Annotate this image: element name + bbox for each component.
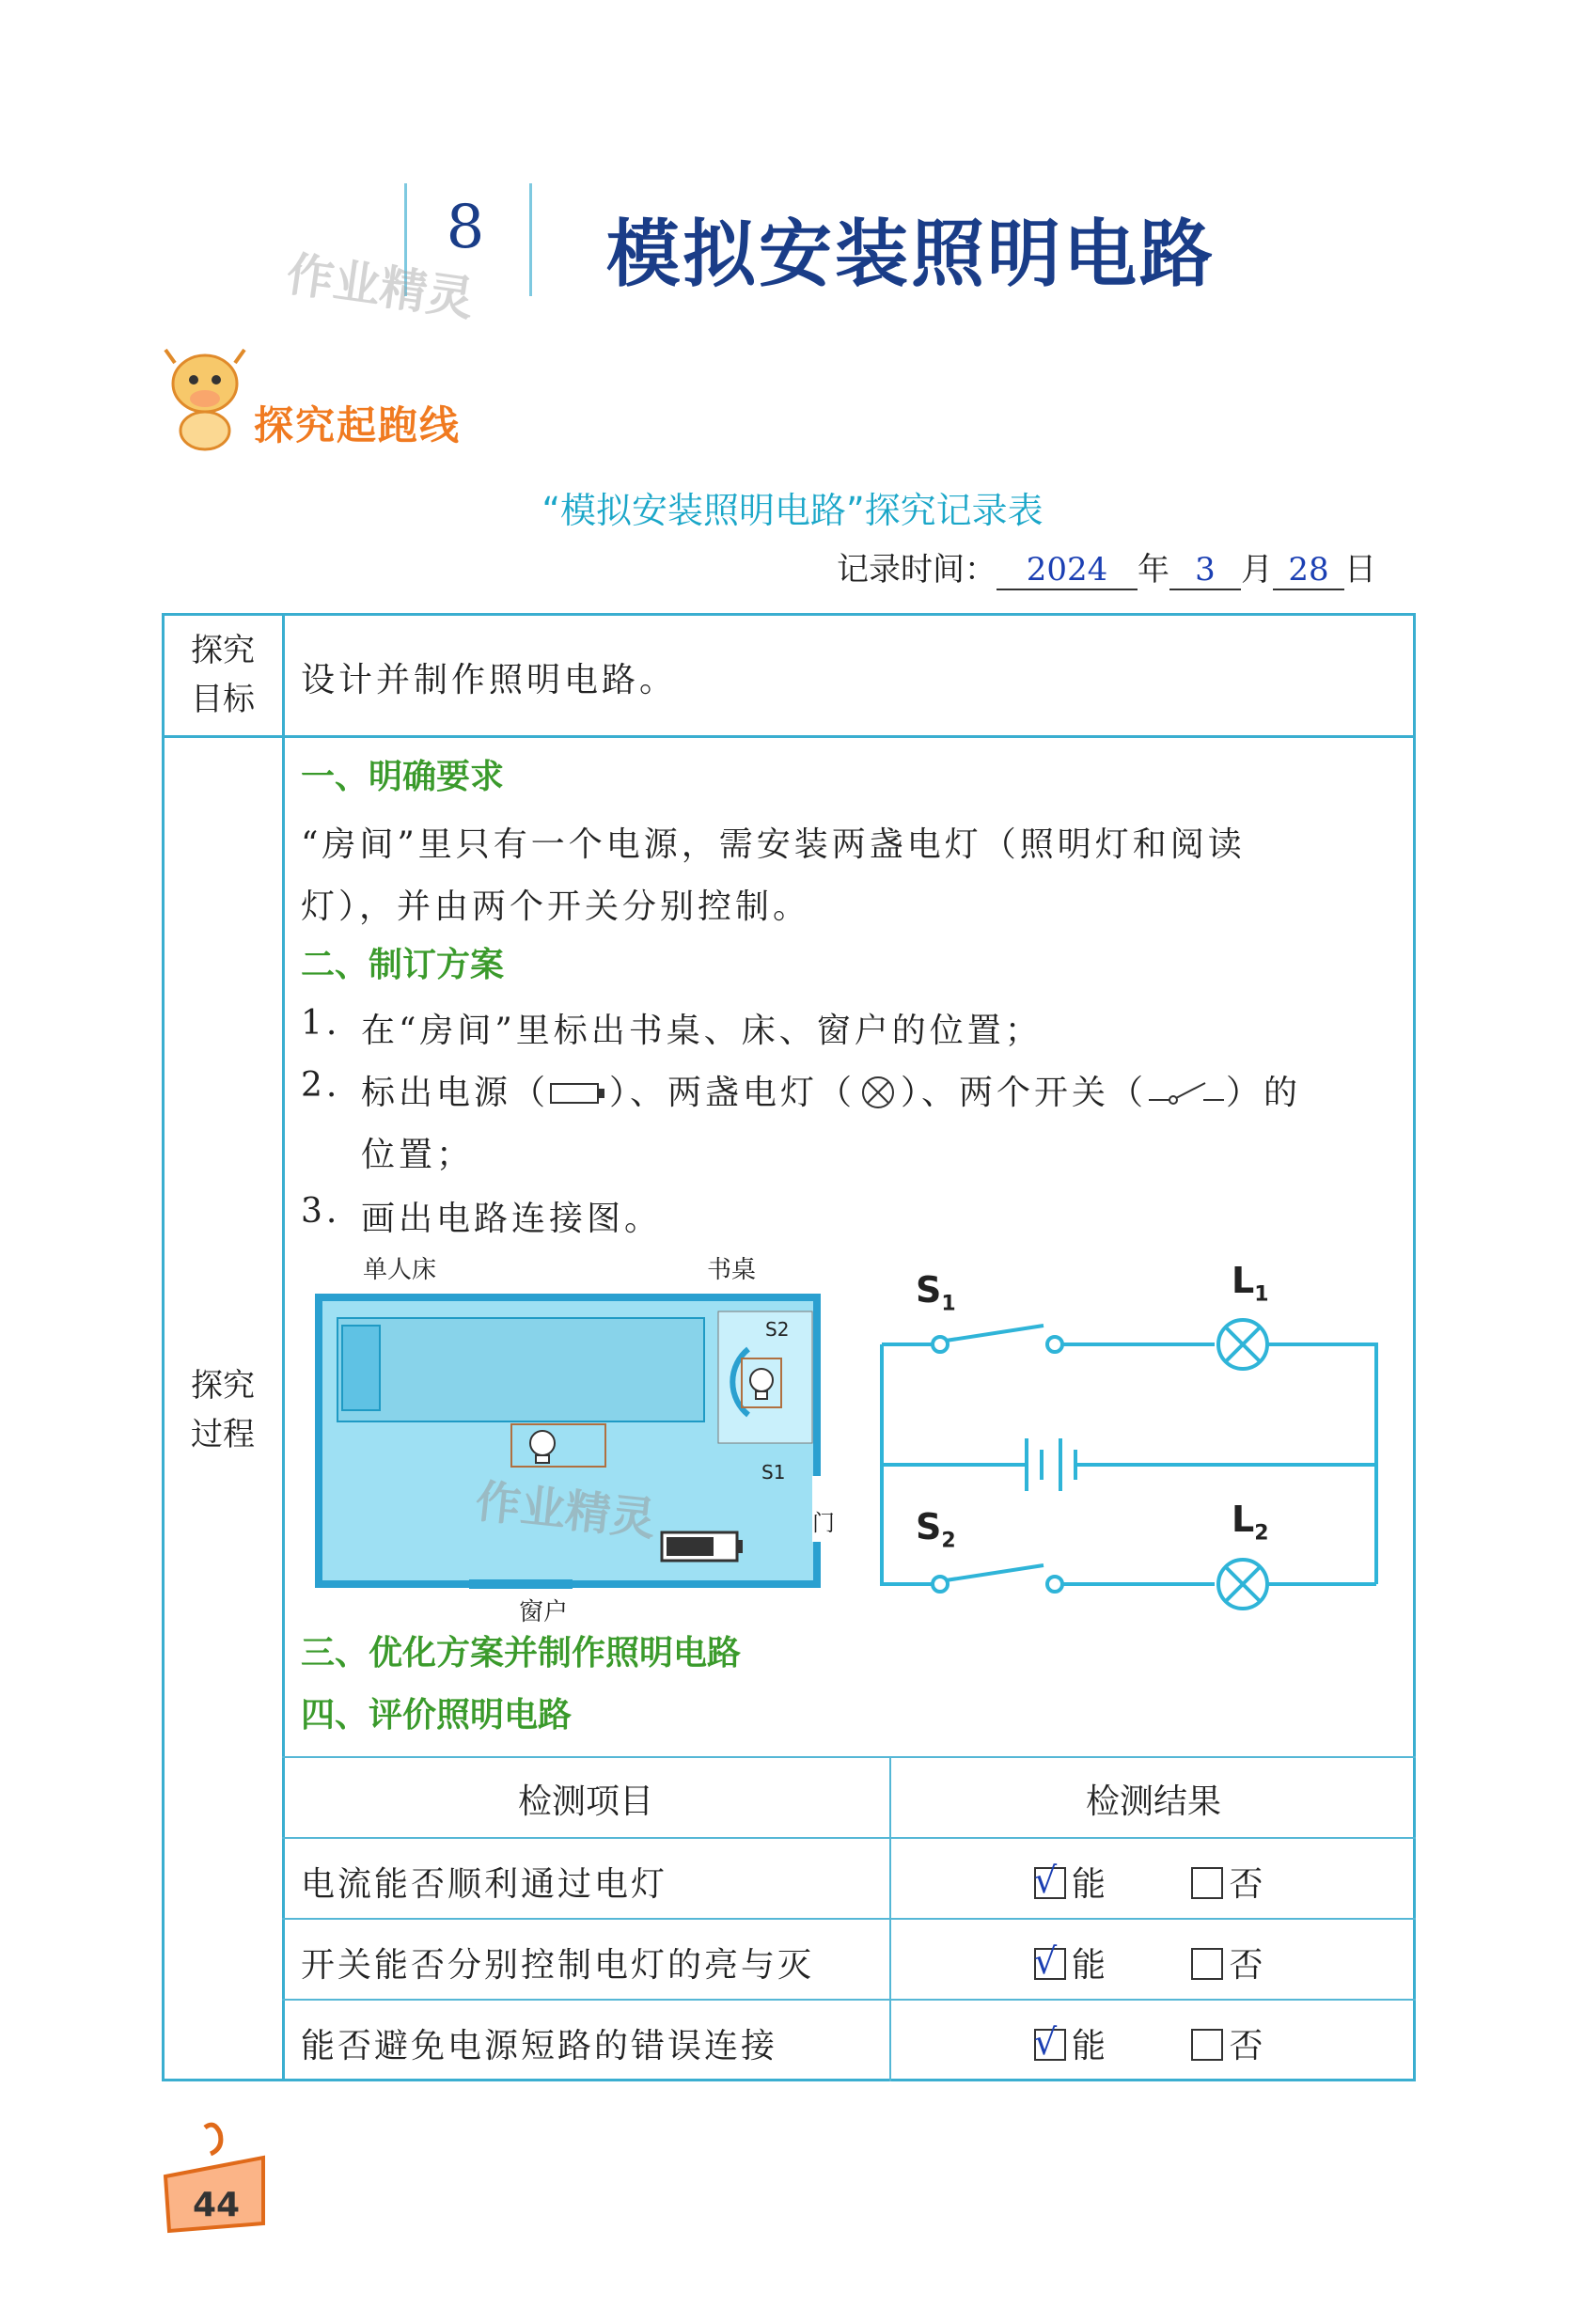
no-checkbox[interactable] (1191, 1867, 1223, 1899)
yes-checkbox[interactable]: √ (1034, 1867, 1066, 1899)
record-time (837, 543, 1376, 590)
window-label: 窗户 (519, 1598, 569, 1626)
section-1-heading: 一、明确要求 (301, 758, 505, 796)
watermark: 作业精灵 (473, 1475, 658, 1547)
goal-label: 探究 目标 (191, 632, 255, 718)
record-day-unit: 日 (1344, 551, 1376, 589)
eval-row-1-options: √ 能 否 (1034, 1860, 1263, 1904)
bed-label: 单人床 (363, 1256, 437, 1284)
no-checkbox[interactable] (1191, 1948, 1223, 1980)
circuit-label-s1: $S_1$ (916, 1269, 956, 1316)
eval-row-divider (282, 1837, 1416, 1839)
section-1-text-line-2: 灯），并由两个开关分别控制。 (301, 887, 811, 926)
eval-header-item: 检测项目 (517, 1782, 653, 1821)
section-4-heading: 四、评价照明电路 (301, 1696, 573, 1735)
switch-s1-label: S1 (761, 1461, 786, 1484)
record-month-unit: 月 (1241, 551, 1273, 589)
circuit-diagram (857, 1260, 1384, 1617)
record-year: 2024 (997, 551, 1138, 590)
eval-item-3: 能否避免电源短路的错误连接 (301, 2027, 778, 2065)
section-1-text-line-1: “房间”里只有一个电源，需安装两盏电灯（照明灯和阅读 (301, 825, 1246, 864)
section-3-heading: 三、优化方案并制作照明电路 (301, 1634, 742, 1672)
desk-label: 书桌 (707, 1256, 757, 1284)
eval-row-divider (282, 1999, 1416, 2001)
battery-symbol-icon (549, 1079, 609, 1107)
eval-row-2-options: √ 能 否 (1034, 1940, 1263, 1985)
eval-table-top (282, 1756, 1416, 1758)
section-2-heading: 二、制订方案 (301, 946, 505, 984)
step-3-number: 3. (301, 1192, 341, 1231)
no-checkbox[interactable] (1191, 2029, 1223, 2061)
circuit-label-s2: $S_2$ (916, 1506, 956, 1553)
eval-item-2: 开关能否分别控制电灯的亮与灭 (301, 1946, 815, 1985)
record-time-label: 记录时间： (837, 551, 997, 589)
section-label: 探究起跑线 (254, 402, 462, 448)
eval-row-3-options: √ 能 否 (1034, 2021, 1263, 2065)
step-2-text: 标出电源（ ）、两盏电灯（ ）、两个开关（ ）的 (361, 1074, 1302, 1112)
goal-row-divider (162, 735, 1416, 738)
lesson-number: 8 (446, 193, 485, 262)
process-label: 探究 过程 (191, 1367, 255, 1453)
eval-item-1: 电流能否顺利通过电灯 (301, 1865, 668, 1904)
record-day: 28 (1273, 551, 1344, 590)
step-2-number: 2. (301, 1066, 341, 1105)
door-label: 门 (812, 1510, 835, 1536)
cow-mascot-icon (158, 346, 252, 451)
step-3-text: 画出电路连接图。 (361, 1200, 663, 1238)
room-plan-drawing (314, 1250, 840, 1626)
circuit-label-l1: $L_1$ (1232, 1260, 1269, 1307)
step-2-continuation: 位置； (361, 1136, 475, 1174)
goal-text: 设计并制作照明电路。 (301, 661, 678, 699)
step-1-text: 在“房间”里标出书桌、床、窗户的位置； (361, 1012, 1043, 1050)
circuit-label-l2: $L_2$ (1232, 1499, 1269, 1546)
eval-header-result: 检测结果 (1085, 1782, 1221, 1821)
lamp-symbol-icon (855, 1074, 901, 1111)
page-number: 44 (193, 2186, 241, 2224)
switch-symbol-icon (1147, 1079, 1226, 1107)
record-title: “模拟安装照明电路”探究记录表 (541, 490, 1044, 531)
switch-s2-label: S2 (765, 1318, 790, 1341)
yes-checkbox[interactable]: √ (1034, 1948, 1066, 1980)
eval-row-divider (282, 1918, 1416, 1920)
record-year-unit: 年 (1138, 551, 1169, 589)
record-month: 3 (1169, 551, 1241, 590)
label-column-divider (282, 613, 285, 2081)
lesson-title: 模拟安装照明电路 (606, 212, 1216, 297)
watermark: 作业精灵 (283, 246, 478, 327)
yes-checkbox[interactable]: √ (1034, 2029, 1066, 2061)
step-1-number: 1. (301, 1004, 341, 1043)
